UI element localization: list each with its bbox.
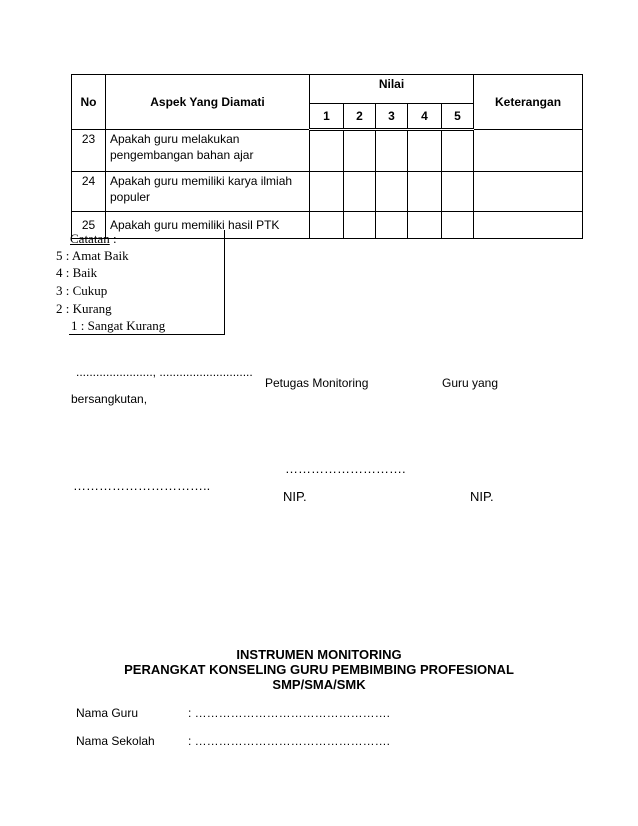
- catatan-item: 1 : Sangat Kurang: [71, 318, 166, 333]
- score-cell[interactable]: [442, 130, 474, 172]
- catatan-item: 4 : Baik: [56, 265, 98, 280]
- header-nilai: Nilai: [310, 75, 474, 104]
- header-score-4: 4: [408, 104, 442, 130]
- guru-label-cont: bersangkutan,: [71, 392, 148, 406]
- score-cell[interactable]: [442, 172, 474, 212]
- header-score-3: 3: [376, 104, 408, 130]
- guru-label: Guru yang: [442, 376, 499, 390]
- header-aspek: Aspek Yang Diamati: [106, 75, 310, 130]
- header-score-1: 1: [310, 104, 344, 130]
- keterangan-cell[interactable]: [474, 130, 583, 172]
- score-cell[interactable]: [310, 130, 344, 172]
- header-score-5: 5: [442, 104, 474, 130]
- nama-guru-field[interactable]: : ………………………………………….: [188, 706, 391, 720]
- catatan-item: 2 : Kurang: [56, 301, 112, 316]
- score-cell[interactable]: [310, 172, 344, 212]
- nama-guru-label: Nama Guru: [76, 706, 139, 720]
- instrument-level: SMP/SMA/SMK: [272, 677, 366, 692]
- score-cell[interactable]: [376, 172, 408, 212]
- table-row: [72, 130, 583, 172]
- table-row: [72, 172, 583, 212]
- petugas-label: Petugas Monitoring: [265, 376, 369, 390]
- row-no: 24: [72, 172, 106, 212]
- row-aspek-line1: Apakah guru melakukan: [110, 132, 240, 146]
- row-aspek-line2: populer: [110, 190, 151, 204]
- score-cell[interactable]: [376, 130, 408, 172]
- catatan-item: 5 : Amat Baik: [56, 248, 129, 263]
- catatan-item: 3 : Cukup: [56, 283, 108, 298]
- catatan-title: Catatan: [70, 231, 110, 246]
- header-score-2: 2: [344, 104, 376, 130]
- row-aspek: [106, 130, 310, 172]
- header-no: No: [72, 75, 106, 130]
- catatan-title-line: [70, 231, 117, 247]
- score-cell[interactable]: [344, 212, 376, 239]
- row-aspek-line1: Apakah guru memiliki hasil PTK: [110, 218, 280, 232]
- instrument-title: INSTRUMEN MONITORING: [236, 647, 402, 662]
- score-cell[interactable]: [408, 212, 442, 239]
- score-cell[interactable]: [408, 130, 442, 172]
- score-cell[interactable]: [408, 172, 442, 212]
- score-cell[interactable]: [344, 172, 376, 212]
- nip-right: NIP.: [470, 489, 494, 504]
- keterangan-cell[interactable]: [474, 172, 583, 212]
- catatan-title-suffix: :: [109, 231, 117, 246]
- catatan-box: [56, 230, 225, 335]
- nama-sekolah-label: Nama Sekolah: [76, 734, 155, 748]
- place-date: ......................., ............................: [76, 365, 253, 379]
- header-keterangan: Keterangan: [474, 75, 583, 130]
- row-aspek-line2: pengembangan bahan ajar: [110, 148, 254, 162]
- keterangan-cell[interactable]: [474, 212, 583, 239]
- petugas-signature-line: ……………………….: [285, 461, 406, 476]
- row-no: 23: [72, 130, 106, 172]
- nip-left: NIP.: [283, 489, 307, 504]
- row-no: 25: [72, 212, 106, 239]
- instrument-subtitle: PERANGKAT KONSELING GURU PEMBIMBING PROFESIONAL: [124, 662, 514, 677]
- nama-sekolah-field[interactable]: : ………………………………………….: [188, 734, 391, 748]
- score-cell[interactable]: [310, 212, 344, 239]
- row-aspek-line1: Apakah guru memiliki karya ilmiah: [110, 174, 293, 188]
- score-cell[interactable]: [442, 212, 474, 239]
- score-cell[interactable]: [344, 130, 376, 172]
- guru-signature-line: …………………………..: [73, 478, 211, 493]
- score-cell[interactable]: [376, 212, 408, 239]
- row-aspek: [106, 172, 310, 212]
- assessment-table: [71, 74, 583, 239]
